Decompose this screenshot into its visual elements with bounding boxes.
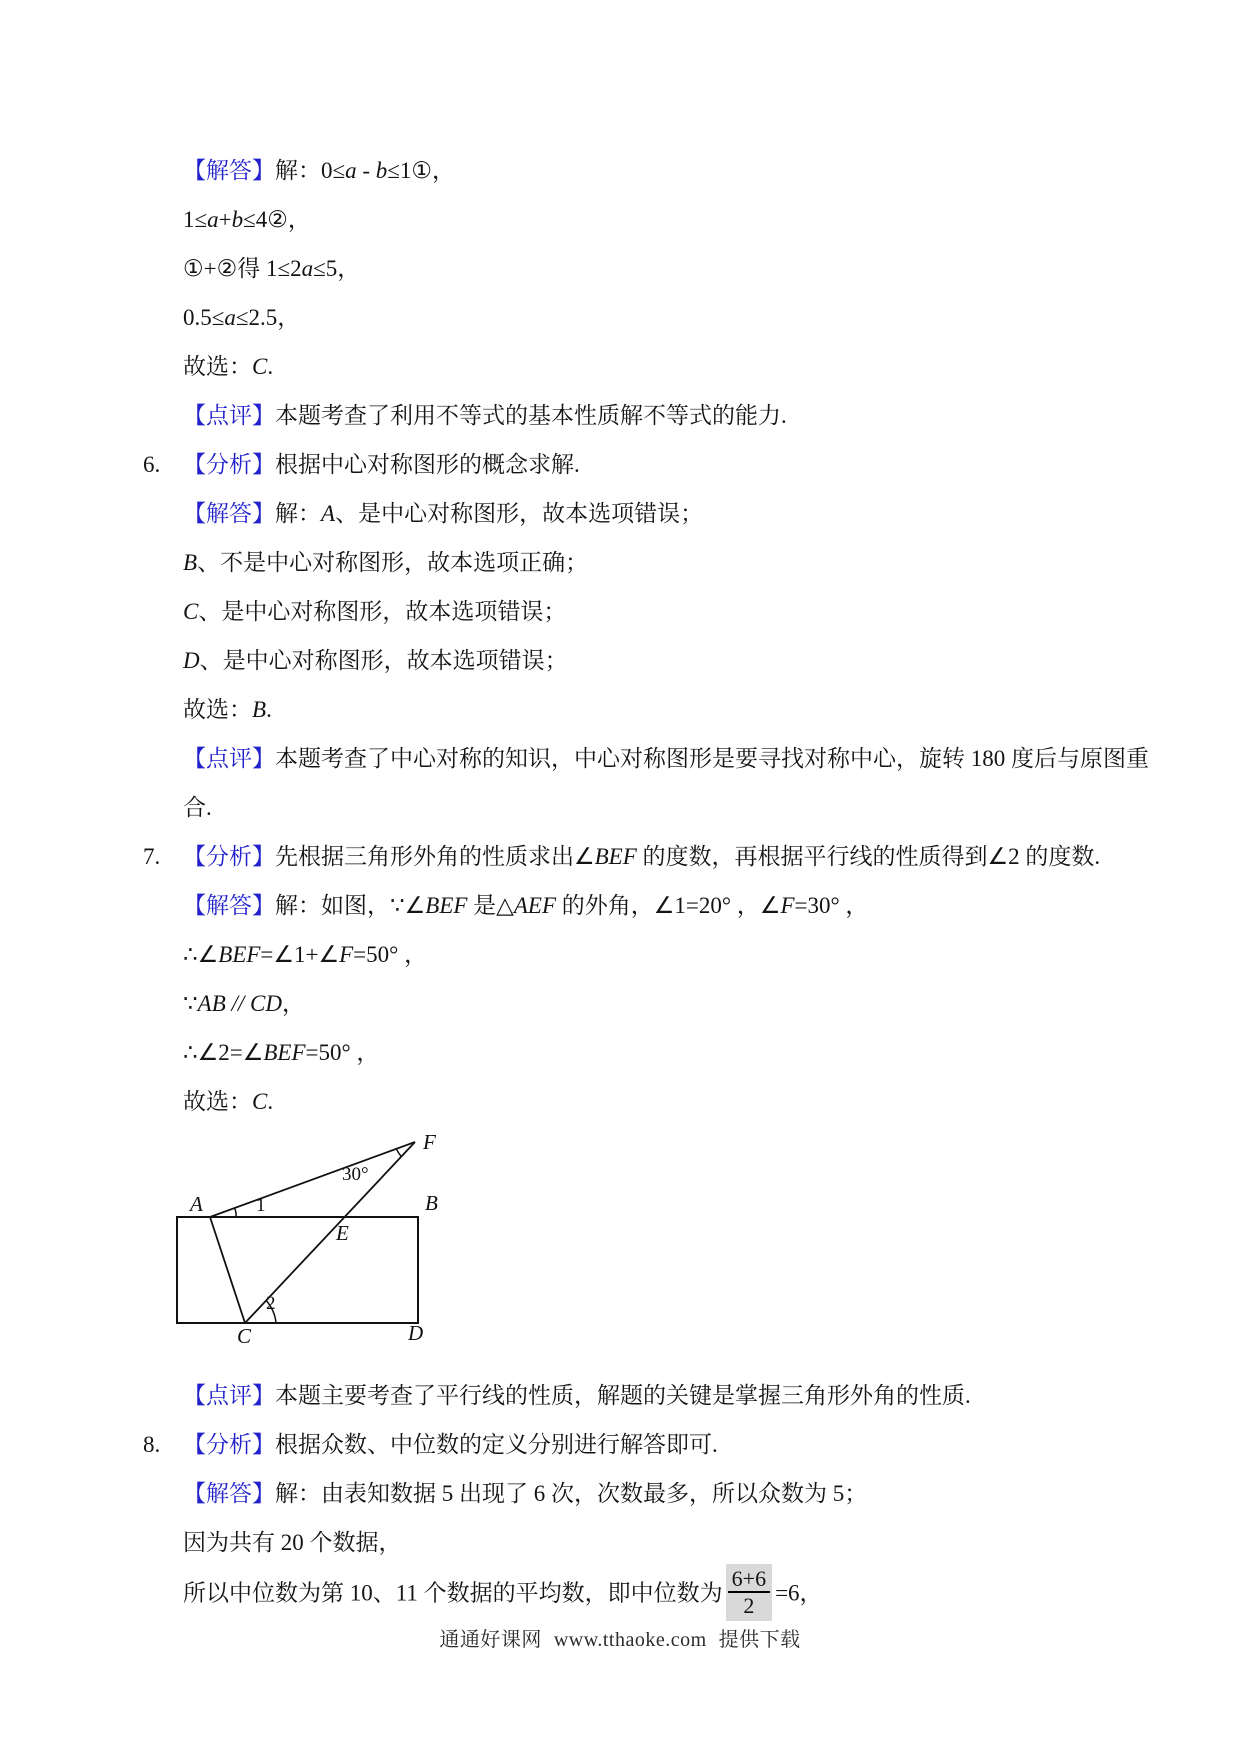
text-segment: =∠1+∠: [260, 942, 340, 967]
text-segment: ∴∠2=∠: [183, 1040, 264, 1065]
section-label: 【点评】: [183, 1383, 275, 1408]
text-segment: 、不是中心对称图形，故本选项正确；: [197, 550, 589, 575]
text-segment: =6，: [775, 1580, 823, 1606]
text-segment: 、是中心对称图形，故本选项错误；: [198, 599, 567, 624]
text-segment: 本题主要考查了平行线的性质，解题的关键是掌握三角形外角的性质.: [275, 1383, 971, 1408]
footer-suffix: 提供下载: [718, 1629, 801, 1651]
text-line: [0, 979, 1240, 1028]
figure-label-D: D: [408, 1321, 424, 1345]
text-segment: 故选：: [183, 1089, 252, 1114]
item-number: 6.: [143, 452, 161, 477]
text-segment: =30° ，: [794, 893, 869, 918]
section-label: 【分析】: [183, 452, 275, 477]
text-segment: -: [356, 158, 376, 183]
section-label: 【分析】: [183, 844, 275, 869]
text-segment: A: [321, 501, 336, 526]
fraction-denominator: 2: [743, 1593, 755, 1619]
item-number: 8.: [143, 1432, 161, 1457]
text-segment: ≤5，: [313, 256, 361, 281]
text-segment: ，: [281, 991, 305, 1016]
text-line: [0, 1469, 1240, 1518]
figure-rectangle: [177, 1217, 418, 1323]
section-label: 【解答】: [183, 1481, 275, 1506]
text-segment: 解：: [275, 501, 321, 526]
section-label: 【解答】: [183, 893, 275, 918]
section-label: 【解答】: [183, 158, 275, 183]
text-segment: CD: [250, 991, 282, 1016]
text-line: [0, 146, 1240, 195]
text-segment: AB: [197, 991, 226, 1016]
text-line: [0, 244, 1240, 293]
section-label: 【点评】: [183, 403, 275, 428]
text-segment: AEF: [513, 893, 557, 918]
text-segment: 解：0≤: [275, 158, 346, 183]
figure-line-AF: [210, 1142, 415, 1217]
text-line: [0, 391, 1240, 440]
text-segment: ∴∠: [183, 942, 219, 967]
text-segment: a: [301, 256, 314, 281]
section-label: 【分析】: [183, 1432, 275, 1457]
text-segment: F: [780, 893, 795, 918]
text-segment: 根据众数、中位数的定义分别进行解答即可.: [275, 1432, 718, 1457]
figure-label-C: C: [237, 1324, 252, 1348]
text-segment: ∵: [183, 991, 198, 1016]
text-segment: a: [224, 305, 236, 330]
text-segment: 1≤: [183, 207, 208, 232]
text-segment: C: [252, 354, 268, 379]
text-segment: .: [267, 1089, 274, 1114]
figure-label-E: E: [336, 1221, 349, 1245]
text-line: [0, 1566, 1240, 1619]
text-segment: 本题考查了中心对称的知识，中心对称图形是要寻找对称中心，旋转 180 度后与原图重: [275, 746, 1149, 771]
figure-label-angle2: 2: [266, 1293, 276, 1314]
inline-fraction: [726, 1564, 772, 1621]
text-segment: 故选：: [183, 354, 252, 379]
text-segment: .: [266, 697, 272, 722]
text-segment: BEF: [425, 893, 468, 918]
text-segment: 本题考查了利用不等式的基本性质解不等式的能力.: [275, 403, 787, 428]
figure-label-A: A: [190, 1192, 203, 1216]
text-line: [0, 195, 1240, 244]
angle-arc-F: [396, 1149, 401, 1157]
text-line: [0, 783, 1240, 832]
text-segment: 故选：: [183, 697, 252, 722]
text-line: [0, 636, 1240, 685]
text-line: [0, 881, 1240, 930]
text-segment: B: [252, 697, 267, 722]
text-segment: a: [345, 158, 357, 183]
section-label: 【解答】: [183, 501, 275, 526]
text-line: [0, 1077, 1240, 1126]
text-segment: 因为共有 20 个数据，: [183, 1530, 402, 1555]
text-segment: BEF: [263, 1040, 306, 1065]
text-segment: 解：如图，∵∠: [275, 893, 426, 918]
text-segment: C: [183, 599, 199, 624]
text-segment: b: [231, 207, 244, 232]
text-segment: +: [218, 207, 232, 232]
item-number: 7.: [143, 844, 161, 869]
text-line: [0, 342, 1240, 391]
text-line: [0, 832, 1240, 881]
text-line: [0, 440, 1240, 489]
text-line: [0, 538, 1240, 587]
figure-label-F: F: [423, 1130, 436, 1154]
text-segment: ≤2.5，: [235, 305, 301, 330]
geometry-figure-svg: [140, 1126, 470, 1351]
text-segment: .: [267, 354, 274, 379]
figure-label-angleF: 30°: [342, 1164, 369, 1185]
figure-line-AC: [210, 1217, 245, 1323]
text-segment: 、是中心对称图形，故本选项错误；: [199, 648, 568, 673]
footer-url: www.tthaoke.com: [553, 1629, 707, 1651]
text-segment: =50° ，: [305, 1040, 380, 1065]
text-segment: 0.5≤: [183, 305, 225, 330]
footer-site-name: 通通好课网: [439, 1629, 542, 1651]
text-segment: ①+②得 1≤2: [183, 256, 302, 281]
figure-label-B: B: [425, 1191, 438, 1215]
text-line: [0, 1420, 1240, 1469]
fraction-numerator: 6+6: [728, 1566, 770, 1593]
text-segment: b: [375, 158, 388, 183]
angle-arc-A: [235, 1208, 237, 1217]
text-line: [0, 1518, 1240, 1567]
text-segment: 根据中心对称图形的概念求解.: [275, 452, 580, 477]
page-footer: [0, 1626, 1240, 1654]
text-line: [0, 685, 1240, 734]
figure-label-angle1: 1: [256, 1195, 266, 1216]
text-line: [0, 293, 1240, 342]
text-segment: C: [252, 1089, 268, 1114]
text-segment: 的度数，再根据平行线的性质得到∠2 的度数.: [636, 844, 1101, 869]
geometry-figure: [140, 1126, 470, 1351]
text-segment: 所以中位数为第 10、11 个数据的平均数，即中位数为: [183, 1580, 723, 1606]
text-segment: a: [207, 207, 219, 232]
section-label: 【点评】: [183, 746, 275, 771]
text-line: [0, 930, 1240, 979]
text-line: [0, 1371, 1240, 1420]
text-segment: 的外角，∠1=20° ，∠: [556, 893, 781, 918]
text-segment: F: [339, 942, 354, 967]
text-segment: BEF: [594, 844, 637, 869]
text-segment: 、是中心对称图形，故本选项错误；: [335, 501, 704, 526]
text-segment: =50° ，: [353, 942, 428, 967]
text-line: [0, 587, 1240, 636]
text-line: [0, 1028, 1240, 1077]
text-segment: D: [183, 648, 200, 673]
text-line: [0, 489, 1240, 538]
text-line: [0, 734, 1240, 783]
text-segment: 合.: [183, 795, 212, 820]
text-segment: BEF: [218, 942, 261, 967]
text-segment: //: [225, 991, 251, 1016]
text-segment: ≤1①，: [387, 158, 456, 183]
solution-text-block-bottom: [0, 1371, 1240, 1619]
text-segment: ≤4②，: [243, 207, 311, 232]
text-segment: B: [183, 550, 198, 575]
text-segment: 是△: [467, 893, 514, 918]
text-segment: 先根据三角形外角的性质求出∠: [275, 844, 595, 869]
text-segment: 解：由表知数据 5 出现了 6 次，次数最多，所以众数为 5；: [275, 1481, 868, 1506]
